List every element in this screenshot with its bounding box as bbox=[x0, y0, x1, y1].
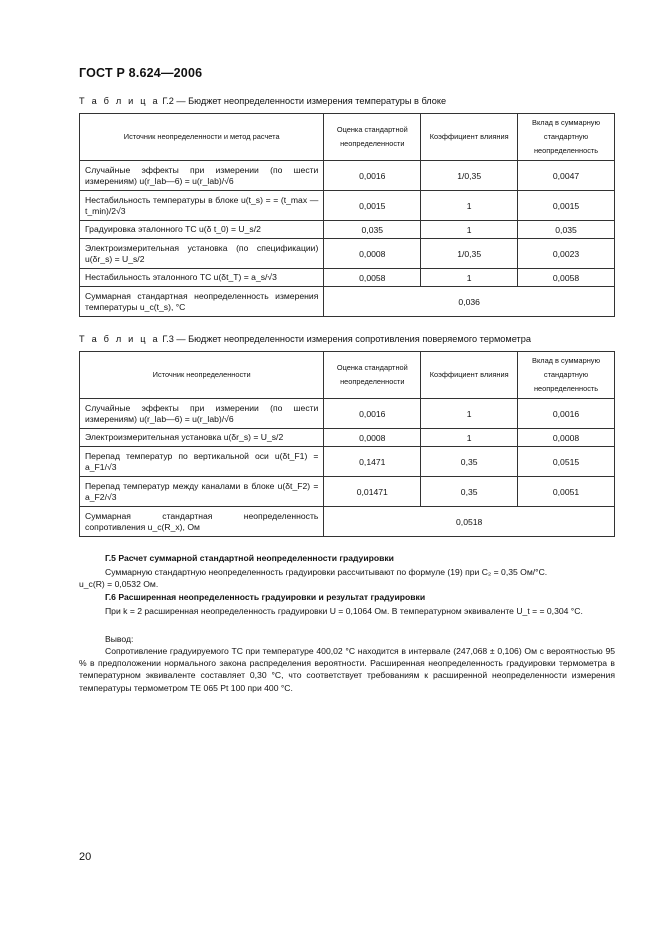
table3-header-contrib: Вклад в суммарную стандартную неопределенность bbox=[518, 352, 615, 399]
table-row bbox=[80, 269, 615, 287]
document-header: ГОСТ Р 8.624—2006 bbox=[79, 66, 203, 80]
table-row bbox=[80, 477, 615, 507]
section-g5-text1: Суммарную стандартную неопределенность градуировки рассчитывают по формуле (19) при C₂ = 0,35 Ом/°С. bbox=[105, 567, 548, 577]
table-row bbox=[80, 429, 615, 447]
table2-row2-source: Нестабильность температуры в блоке u(t_s) = = (t_max — t_min)/2√3 bbox=[80, 191, 324, 221]
table3-row1-estimate: 0,0016 bbox=[324, 399, 421, 429]
table3-total-label: Суммарная стандартная неопределенность сопротивления u_c(R_x), Ом bbox=[80, 507, 324, 537]
table2-row1-estimate: 0,0016 bbox=[324, 161, 421, 191]
table3-row1-contrib: 0,0016 bbox=[518, 399, 615, 429]
table-row bbox=[80, 287, 615, 317]
table2-header-contrib: Вклад в суммарную стандартную неопределенность bbox=[518, 114, 615, 161]
conclusion-text-block bbox=[79, 645, 615, 694]
table2-row5-estimate: 0,0058 bbox=[324, 269, 421, 287]
page-number: 20 bbox=[79, 851, 92, 863]
table2-caption bbox=[79, 96, 446, 106]
table3-row4-coef: 0,35 bbox=[421, 477, 518, 507]
table3-row2-coef: 1 bbox=[421, 429, 518, 447]
table3-caption bbox=[79, 334, 531, 344]
table-row bbox=[80, 239, 615, 269]
table2-row1-source: Случайные эффекты при измерении (по шести измерениям) u(r_lab—6) = u(r_lab)/√6 bbox=[80, 161, 324, 191]
table2-row3-coef: 1 bbox=[421, 221, 518, 239]
conclusion-label-block bbox=[79, 633, 615, 645]
section-g5-text bbox=[79, 566, 615, 590]
table2-header-source: Источник неопределенности и метод расчета bbox=[80, 114, 324, 161]
table2-header-estimate: Оценка стандартной неопределенности bbox=[324, 114, 421, 161]
table2-row1-coef: 1/0,35 bbox=[421, 161, 518, 191]
table3-row4-contrib: 0,0051 bbox=[518, 477, 615, 507]
table2-row5-source: Нестабильность эталонного ТС u(δt_T) = a_s/√3 bbox=[80, 269, 324, 287]
table2-row5-coef: 1 bbox=[421, 269, 518, 287]
section-g6-text bbox=[79, 605, 615, 617]
table2-row4-contrib: 0,0023 bbox=[518, 239, 615, 269]
table3-header-source: Источник неопределенности bbox=[80, 352, 324, 399]
table2-caption-prefix: Т а б л и ц а bbox=[79, 96, 160, 106]
table-row bbox=[80, 191, 615, 221]
table3 bbox=[79, 351, 615, 537]
table-row bbox=[80, 399, 615, 429]
section-g5-title: Г.5 Расчет суммарной стандартной неопределенности градуировки bbox=[105, 553, 394, 563]
table2-row4-source: Электроизмерительная установка (по спецификации) u(δr_s) = U_s/2 bbox=[80, 239, 324, 269]
table2-header-coef: Коэффициент влияния bbox=[421, 114, 518, 161]
table3-row2-estimate: 0,0008 bbox=[324, 429, 421, 447]
table3-header-estimate: Оценка стандартной неопределенности bbox=[324, 352, 421, 399]
table2-row2-contrib: 0,0015 bbox=[518, 191, 615, 221]
table3-row4-source: Перепад температур между каналами в блоке u(δt_F2) = a_F2/√3 bbox=[80, 477, 324, 507]
table3-row3-coef: 0,35 bbox=[421, 447, 518, 477]
conclusion-label: Вывод: bbox=[105, 634, 134, 644]
table3-row3-source: Перепад температур по вертикальной оси u(δt_F1) = a_F1/√3 bbox=[80, 447, 324, 477]
table3-caption-prefix: Т а б л и ц а bbox=[79, 334, 160, 344]
table3-total-value: 0,0518 bbox=[324, 507, 615, 537]
table2-row3-contrib: 0,035 bbox=[518, 221, 615, 239]
section-g5-text2: u_c(R) = 0,0532 Ом. bbox=[79, 579, 159, 590]
table-row bbox=[80, 161, 615, 191]
table-row bbox=[80, 221, 615, 239]
table2-row5-contrib: 0,0058 bbox=[518, 269, 615, 287]
table2-total-value: 0,036 bbox=[324, 287, 615, 317]
table2-row2-coef: 1 bbox=[421, 191, 518, 221]
section-g6-body: При k = 2 расширенная неопределенность градуировки U = 0,1064 Ом. В температурном эквиваленте U_t = = 0,304 °С. bbox=[105, 606, 583, 616]
table2-total-label: Суммарная стандартная неопределенность измерения температуры u_c(t_s), °C bbox=[80, 287, 324, 317]
table2-row4-estimate: 0,0008 bbox=[324, 239, 421, 269]
table3-row1-source: Случайные эффекты при измерении (по шести измерениям) u(r_lab—6) = u(r_lab)/√6 bbox=[80, 399, 324, 429]
table3-row3-estimate: 0,1471 bbox=[324, 447, 421, 477]
table3-row4-estimate: 0,01471 bbox=[324, 477, 421, 507]
table2-row2-estimate: 0,0015 bbox=[324, 191, 421, 221]
table2-row3-estimate: 0,035 bbox=[324, 221, 421, 239]
table3-header-coef: Коэффициент влияния bbox=[421, 352, 518, 399]
table3-row1-coef: 1 bbox=[421, 399, 518, 429]
table3-caption-text: Г.3 — Бюджет неопределенности измерения сопротивления поверяемого термометра bbox=[162, 334, 531, 344]
table2-row3-source: Градуировка эталонного ТС u(δ t_0) = U_s/2 bbox=[80, 221, 324, 239]
table2 bbox=[79, 113, 615, 317]
table-row bbox=[80, 507, 615, 537]
table2-row4-coef: 1/0,35 bbox=[421, 239, 518, 269]
table2-row1-contrib: 0,0047 bbox=[518, 161, 615, 191]
table2-caption-text: Г.2 — Бюджет неопределенности измерения температуры в блоке bbox=[162, 96, 447, 106]
table3-row3-contrib: 0,0515 bbox=[518, 447, 615, 477]
section-g6-title: Г.6 Расширенная неопределенность градуировки и результат градуировки bbox=[105, 592, 426, 602]
table3-row2-source: Электроизмерительная установка u(δr_s) = U_s/2 bbox=[80, 429, 324, 447]
table3-row2-contrib: 0,0008 bbox=[518, 429, 615, 447]
table-row bbox=[80, 447, 615, 477]
conclusion-text: Сопротивление градуируемого ТС при температуре 400,02 °С находится в интервале (247,068 ± 0,106) Ом с вероятностью 95 % в предположении нормального закона распределения вероятности. Расширенная неопределенность градуировки термометра в температурном эквиваленте составляет 0,30 °С, что соответствует требованиям к расширенной неопределенности измерения температуры термометром ТЕ 065 Pt 100 при 400 °С. bbox=[79, 646, 615, 693]
